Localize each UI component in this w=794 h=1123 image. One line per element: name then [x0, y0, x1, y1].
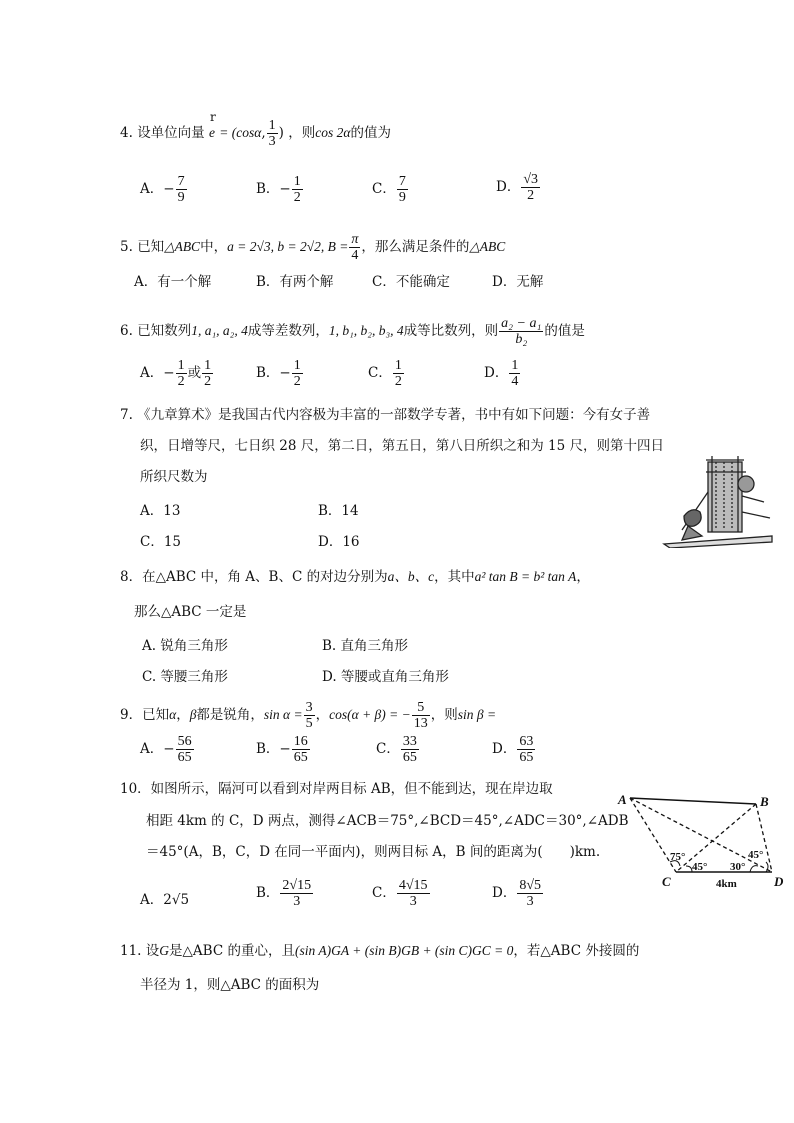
q10-option-c[interactable]: C． $\frac{4√15}{3}$	[372, 878, 428, 909]
q8-number: 8．	[120, 569, 143, 585]
q5-stem: 5. 已知△ABC中，a = 2√3, b = 2√2, B = $\frac{\pi}{4}$ ，那么满足条件的△ABC	[120, 232, 506, 263]
q8-line-2: 那么△ABC 一定是	[134, 604, 247, 620]
q10-option-d[interactable]: D． $\frac{8√5}{3}$	[492, 878, 542, 909]
q6-fraction: $\frac{\text{a₂ − a₁}}{\text{b₂}}$	[501, 316, 542, 347]
q11-line-2: 半径为 1，则△ABC 的面积为	[140, 977, 320, 993]
q4-text-a: 设单位向量	[137, 125, 205, 141]
q11-number: 11.	[120, 943, 142, 959]
fig-label-d: D	[774, 874, 784, 889]
q6-option-c[interactable]: C． $\frac{1}{2}$	[368, 358, 402, 389]
q4-vec-arrow: r	[209, 110, 216, 124]
q10-river-figure	[614, 790, 792, 892]
fig-angle-75: 75°	[670, 851, 686, 863]
q8-stem: 8．在△ABC 中，角 A、B、C 的对边分别为a、b、c，其中a² tan B = b² tan A，	[120, 569, 590, 585]
q8-option-c[interactable]: C. 等腰三角形	[142, 669, 228, 685]
q6-arith-seq: 1, a₁, a₂, 4	[191, 323, 248, 338]
q5-option-d[interactable]: D．无解	[492, 274, 544, 290]
q4-text-b: ，则	[288, 125, 316, 141]
q5-number: 5.	[120, 239, 133, 255]
q5-option-b[interactable]: B．有两个解	[256, 274, 334, 290]
q9-option-b[interactable]: B．− $\frac{16}{65}$	[256, 734, 308, 765]
q9-stem: 9．已知α，β都是锐角，sin α = $\frac{3}{5}$ ，cos(α + β) = − $\frac{5}{13}$ ，则sin β =	[120, 700, 497, 731]
fig-distance: 4km	[716, 878, 737, 890]
q9-option-c[interactable]: C． $\frac{33}{65}$	[376, 734, 417, 765]
fig-label-a: A	[618, 792, 627, 807]
q4-option-d[interactable]: D． $\frac{√3}{2}$	[496, 172, 539, 203]
q8-option-a[interactable]: A. 锐角三角形	[142, 638, 228, 654]
q4-cos2a: cos 2α	[315, 125, 351, 140]
loom-illustration	[662, 452, 774, 548]
q4-vec-e: e	[208, 125, 215, 140]
q4-alpha: α	[254, 125, 262, 140]
q5-fraction: $\frac{\pi}{4}$	[351, 232, 359, 263]
fig-angle-45-d: 45°	[748, 849, 764, 861]
q10-option-b[interactable]: B． $\frac{2√15}{3}$	[256, 878, 312, 909]
q4-text-c: 的值为	[350, 125, 391, 141]
fig-label-b: B	[760, 794, 769, 809]
q6-option-d[interactable]: D． $\frac{1}{4}$	[484, 358, 519, 389]
q7-line-3: 所织尺数为	[140, 469, 208, 485]
q4-fraction: $\frac{1}{3}$	[268, 118, 276, 149]
q10-option-a[interactable]: A．2√5	[140, 892, 190, 908]
q4-option-c[interactable]: C． $\frac{7}{9}$	[372, 174, 406, 205]
q6-option-b[interactable]: B．− $\frac{1}{2}$	[256, 358, 301, 389]
q7-option-b[interactable]: B．14	[318, 503, 359, 519]
q4-option-b[interactable]: B．− $\frac{1}{2}$	[256, 174, 301, 205]
q6-number: 6.	[120, 323, 133, 339]
q7-option-a[interactable]: A．13	[140, 503, 181, 519]
q11-stem: 11. 设G是△ABC 的重心，且(sin A)GA + (sin B)GB + (sin C)GC = 0，若△ABC 外接圆的	[120, 943, 640, 959]
q4-vec-value: = (cos	[219, 125, 255, 140]
q8-option-d[interactable]: D. 等腰或直角三角形	[322, 669, 449, 685]
fig-angle-30: 30°	[730, 861, 746, 873]
q6-stem: 6. 已知数列1, a₁, a₂, 4成等差数列，1, b₁, b₂, b₃, 4成等比数列，则 $\frac{\text{a₂ − a₁}}{\text{b₂}}$ 的值是	[120, 316, 585, 347]
q4-stem: 4. 设单位向量 r e = (cosα, $\frac{1}{3}$ ) ，则cos 2α的值为	[120, 110, 391, 149]
fig-angle-45-c: 45°	[692, 861, 708, 873]
q10-line-3: ＝45°(A，B，C，D 在同一平面内)，则两目标 A，B 间的距离为( )km.	[146, 844, 601, 860]
q5-option-a[interactable]: A．有一个解	[134, 274, 212, 290]
q10-line-2: 相距 4km 的 C，D 两点，测得∠ACB＝75°,∠BCD＝45°,∠ADC＝30°,∠ADB	[146, 813, 629, 829]
q5-conditions: a = 2√3, b = 2√2, B =	[227, 239, 349, 254]
q9-option-d[interactable]: D． $\frac{63}{65}$	[492, 734, 534, 765]
q7-line-1: 7. 《九章算术》是我国古代内容极为丰富的一部数学专著，书中有如下问题：今有女子善	[120, 407, 651, 423]
q6-geo-seq: 1, b₁, b₂, b₃, 4	[328, 323, 404, 338]
q7-option-d[interactable]: D．16	[318, 534, 360, 550]
q7-line-2: 织，日增等尺，七日织 28 尺，第二日，第五日，第八日所织之和为 15 尺，则第十四日	[140, 438, 665, 454]
q8-equation: a² tan B = b² tan A	[474, 569, 577, 584]
q4-number: 4.	[120, 125, 133, 141]
q10-line-1: 10．如图所示，隔河可以看到对岸两目标 AB，但不能到达，现在岸边取	[120, 781, 553, 797]
q9-option-a[interactable]: A．− $\frac{56}{65}$	[140, 734, 192, 765]
q7-option-c[interactable]: C．15	[140, 534, 182, 550]
q5-option-c[interactable]: C．不能确定	[372, 274, 450, 290]
fig-label-c: C	[662, 874, 671, 889]
q4-option-a[interactable]: A．− $\frac{7}{9}$	[140, 174, 185, 205]
q8-option-b[interactable]: B. 直角三角形	[322, 638, 409, 654]
q5-triangle: △ABC	[164, 239, 201, 254]
q9-number: 9．	[120, 707, 143, 723]
q6-option-a[interactable]: A．− $\frac{1}{2}$ 或 $\frac{1}{2}$	[140, 358, 212, 389]
q11-vector-equation: (sin A)GA + (sin B)GB + (sin C)GC = 0	[294, 943, 514, 958]
